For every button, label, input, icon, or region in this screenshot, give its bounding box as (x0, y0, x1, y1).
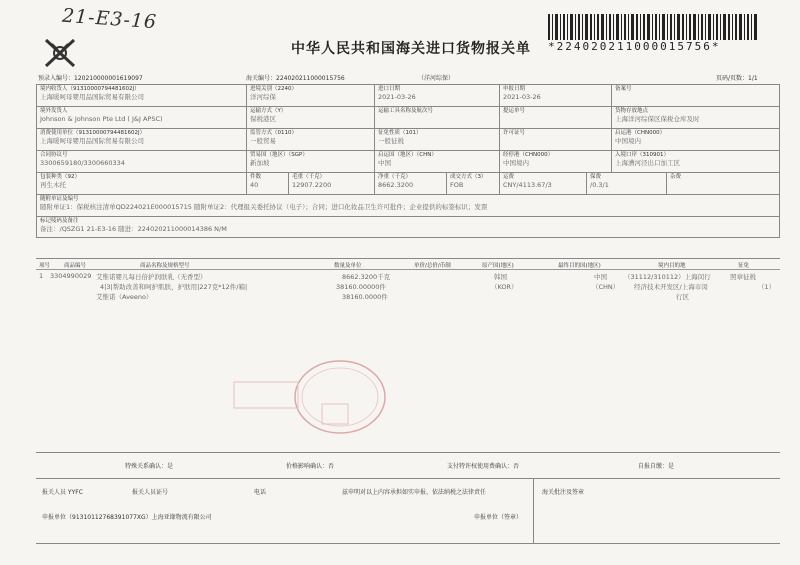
goods-item-origin: 韩国 (494, 273, 507, 281)
goods-item-levy: 照章征税 (730, 273, 756, 281)
cell-vessel (375, 107, 500, 128)
document-title: 中华人民共和国海关进口货物报关单 (291, 41, 531, 57)
cell-import-date (375, 85, 500, 106)
customs-remark: 海关批注及签章 (542, 489, 585, 496)
label-departure-port: 启运港（CHN000） (615, 130, 666, 136)
declare-unit: 申报单位（91310112768391077XG）上海亚缘物流有限公司 (42, 514, 212, 521)
row-documents (37, 194, 779, 216)
cell-storage (612, 107, 779, 128)
value-entry-point: 上海漕河泾出口加工区 (615, 159, 680, 167)
cell-via-port (500, 151, 612, 172)
label-vessel: 运输工具名称及航次号 (378, 108, 434, 114)
declare-seal: 申报单位（签章） (474, 514, 523, 521)
special-relation-flag: 特殊关系确认：是 (125, 463, 174, 470)
declaration-footer (36, 478, 780, 544)
value-origin-country: 中国 (378, 159, 391, 167)
cell-documents (37, 195, 779, 216)
goods-item-levy-code: （1） (758, 283, 776, 291)
cell-trade-country (247, 151, 375, 172)
declarant-cert: 报关人员证号 (132, 489, 169, 496)
customs-emblem-icon (42, 36, 78, 70)
royalty-flag: 支付特许权使用费确认：否 (447, 463, 520, 470)
label-origin-country: 启运国（地区）（CHN） (378, 152, 437, 158)
value-declare-date: 2021-03-26 (503, 93, 541, 101)
goods-item-district-2: 经济技术开发区/上海市闵 (634, 283, 708, 291)
goods-header-price: 单价/总价/币制 (414, 263, 451, 269)
label-transport: 运输方式（Y） (250, 108, 287, 114)
cell-consumer (37, 129, 247, 150)
value-trade-country: 新加坡 (250, 159, 270, 167)
barcode-number: *224020211000015756* (548, 40, 721, 53)
value-consumer: 上海暖呵母婴用品国际贸易有限公司 (40, 137, 144, 145)
goods-table (36, 258, 780, 453)
goods-item-qty-pcs-2: 38160.0000件 (342, 293, 388, 301)
cell-insurance (587, 173, 667, 194)
value-storage: 上海洋河综保区保税仓库及时 (615, 115, 700, 123)
cell-supervision (247, 129, 375, 150)
value-pieces: 40 (250, 181, 259, 189)
value-deal-mode: FOB (450, 181, 464, 189)
label-supervision: 监管方式（0110） (250, 130, 297, 136)
value-net-weight: 8662.3200 (378, 181, 414, 189)
label-marks: 标记唛码及备注 (40, 218, 79, 224)
label-import-date: 进口日期 (378, 86, 401, 92)
value-departure-port: 中国境内 (615, 137, 641, 145)
red-seal-stamp (230, 352, 390, 437)
cell-pack-type (37, 173, 247, 194)
value-via-port: 中国境内 (503, 159, 529, 167)
goods-item-brand: 艾惟诺（Aveeno） (96, 293, 153, 301)
label-entry-port: 进境关别（2240） (250, 86, 297, 92)
label-freight: 运费 (503, 174, 515, 180)
label-misc-fee: 杂费 (670, 174, 682, 180)
cell-deal-mode (447, 173, 500, 194)
value-entry-port: 洋河综保 (250, 93, 276, 101)
cell-gross-weight (289, 173, 375, 194)
goods-header-qty: 数量及单位 (334, 263, 362, 269)
goods-item-district-3: 行区 (676, 293, 689, 301)
label-gross-weight: 毛重（千克） (292, 174, 326, 180)
cell-license (500, 129, 612, 150)
cell-shipper (37, 107, 247, 128)
goods-item-name: 艾惟诺婴儿每日倍护润肤乳（无香型） (96, 273, 207, 281)
value-pack-type: 再生木托 (40, 181, 66, 189)
goods-item-origin-code: （KOR） (491, 283, 518, 291)
value-consignee: 上海暖呵母婴用品国际贸易有限公司 (40, 93, 144, 101)
cell-record-no (612, 85, 779, 106)
value-supervision: 一般贸易 (250, 137, 276, 145)
label-levy: 征免性质（101） (378, 130, 422, 136)
cell-origin-country (375, 151, 500, 172)
goods-header-dest: 最终目的国(地区) (558, 263, 601, 269)
value-insurance: /0.3/1 (590, 181, 609, 189)
goods-header-origin: 原产国(地区) (482, 263, 514, 269)
cell-levy (375, 129, 500, 150)
label-net-weight: 净重（千克） (378, 174, 412, 180)
label-license: 许可证号 (503, 130, 526, 136)
cell-net-weight (375, 173, 447, 194)
cell-entry-port (247, 85, 375, 106)
label-record-no: 备案号 (615, 86, 632, 92)
goods-item-spec: 4|3|帮助改善和呵护肌肤，护肤用|227克*12件/箱| (100, 283, 248, 291)
value-import-date: 2021-03-26 (378, 93, 416, 101)
cell-misc-fee (667, 173, 779, 194)
cell-freight (500, 173, 587, 194)
goods-header-name: 商品名称及规格型号 (140, 263, 190, 269)
declarant-name: 报关人员 YYFC (42, 489, 83, 496)
goods-item-district: （31112/310112）上海闵行 (624, 273, 711, 281)
goods-item-no: 1 (39, 272, 44, 280)
label-insurance: 保费 (590, 174, 602, 180)
label-consumer: 消费使用单位（91310000794481602J） (40, 130, 146, 136)
phone-label: 电话 (254, 489, 267, 496)
legal-statement: 兹申明对以上内容承担如实申报、依法纳税之法律责任 (342, 489, 487, 496)
cell-departure-port (612, 129, 779, 150)
row-consumer (37, 128, 779, 150)
goods-header-district: 境内目的地 (658, 263, 686, 269)
handwritten-note: 21-E3-16 (61, 4, 158, 34)
value-documents: 随附单证1：保税核注清单QD224021E000015715 随附单证2：代理报关委托协议（电子）；合同；进口化妆品卫生许可批件；企业提供的标签标识；发票 (40, 203, 488, 211)
value-marks: 备注：/QSZG1 21-E3-16 随进：224020211000014386 N/M (40, 225, 227, 233)
label-shipper: 境外发货人 (40, 108, 68, 114)
value-gross-weight: 12907.2200 (292, 181, 332, 189)
label-pack-type: 包装种类（92） (40, 174, 80, 180)
label-consignee: 境内收货人（91310000794481602J） (40, 86, 140, 92)
value-shipper: Johnson & Johnson Pte Ltd ( J&J APSC) (40, 115, 163, 123)
cell-contract (37, 151, 247, 172)
label-via-port: 经停港（CHN000） (503, 152, 554, 158)
cell-consignee (37, 85, 247, 106)
self-pay-flag: 自报自缴：是 (638, 463, 675, 470)
cell-pieces (247, 173, 289, 194)
cell-entry-point (612, 151, 779, 172)
value-levy: 一般征税 (378, 137, 404, 145)
page-indicator: 页码/页数：1/1 (716, 75, 758, 82)
barcode-icon (548, 14, 758, 40)
row-packing (37, 172, 779, 194)
label-trade-country: 贸易国（地区）（SGP） (250, 152, 308, 158)
row-marks (37, 216, 779, 238)
label-bill: 提运单号 (503, 108, 526, 114)
cell-bill (500, 107, 612, 128)
goods-header-code: 商品编号 (64, 263, 87, 269)
goods-item-code: 3304990029 (50, 272, 92, 280)
row-contract (37, 150, 779, 172)
value-transport: 保税港区 (250, 115, 276, 123)
label-pieces: 件数 (250, 174, 262, 180)
row-shipper (37, 106, 779, 128)
value-contract: 3300659180/3300660334 (40, 159, 125, 167)
label-storage: 货物存放地点 (615, 108, 649, 114)
customs-number: 海关编号：224020211000015756 (246, 75, 345, 82)
value-freight: CNY/4113.67/3 (503, 181, 552, 189)
goods-header-levy: 征免 (738, 263, 750, 269)
cell-marks (37, 217, 779, 237)
label-deal-mode: 成交方式（3） (450, 174, 487, 180)
label-entry-point: 入境口岸（310901） (615, 152, 669, 158)
header-grid (36, 84, 780, 238)
cell-transport (247, 107, 375, 128)
pre-entry-number: 预录入编号：120210000001619097 (38, 75, 143, 82)
port-tag: （洋河综保） (418, 75, 455, 82)
label-documents: 随附单证及编号 (40, 196, 79, 202)
row-consignee (37, 84, 779, 106)
label-declare-date: 申报日期 (503, 86, 526, 92)
price-effect-flag: 价格影响确认：否 (286, 463, 335, 470)
goods-item-dest: 中国 (594, 273, 607, 281)
cell-declare-date (500, 85, 612, 106)
goods-header-no: 项号 (39, 263, 51, 269)
goods-item-qty-kg: 8662.3200千克 (342, 273, 391, 281)
goods-header-divider (36, 269, 780, 270)
label-contract: 合同协议号 (40, 152, 68, 158)
goods-item-dest-code: （CHN） (592, 283, 620, 291)
goods-item-qty-pcs: 38160.00000件 (336, 283, 386, 291)
footer-divider (533, 479, 534, 543)
